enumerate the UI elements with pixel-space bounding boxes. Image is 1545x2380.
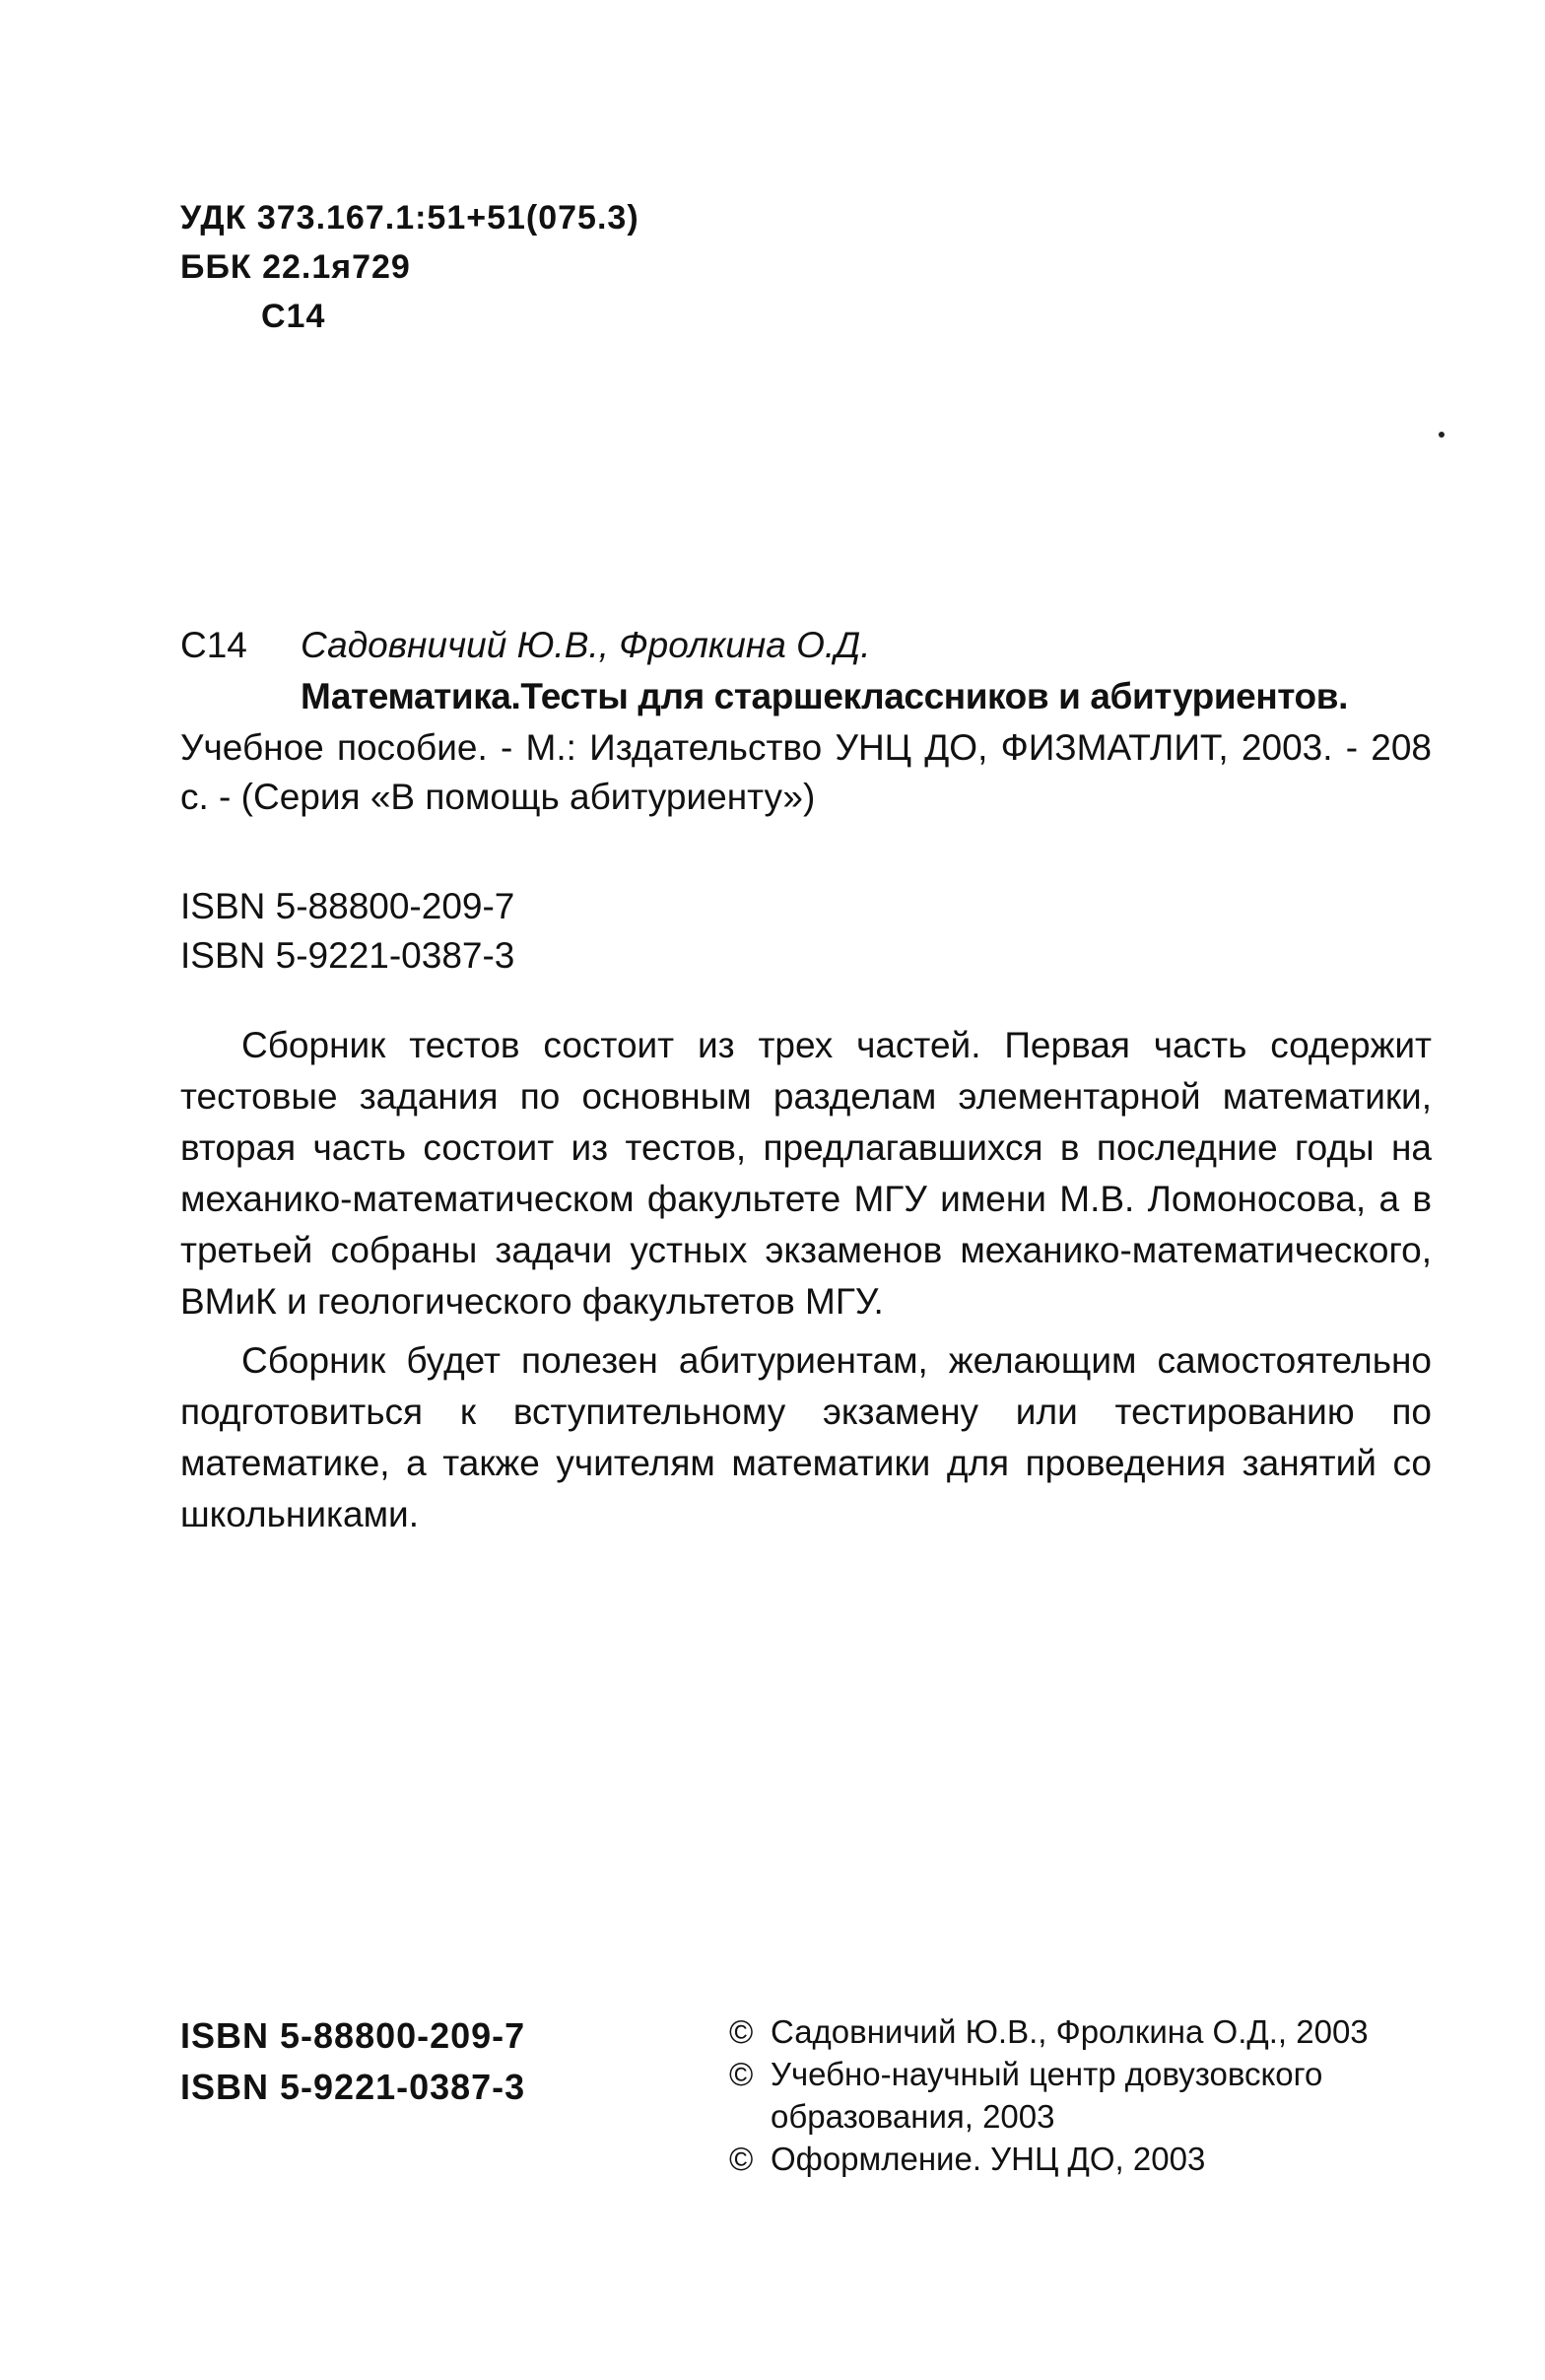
isbn-line: ISBN 5-9221-0387-3: [180, 935, 515, 976]
scan-speck: [1439, 432, 1444, 438]
copyright-icon: ©: [729, 2013, 754, 2050]
isbn-footer-line: ISBN 5-9221-0387-3: [180, 2067, 526, 2107]
author-mark: С14: [261, 298, 326, 335]
isbn-footer: [180, 2010, 525, 2113]
copyright-line: [729, 2010, 1439, 2053]
copyright-text: Садовничий Ю.В., Фролкина О.Д., 2003: [771, 2013, 1369, 2050]
copyright-line: [729, 2138, 1439, 2180]
record-code: С14: [180, 625, 247, 665]
abstract-paragraph: Сборник будет полезен абитуриентам, желающим самостоятельно подготовиться к вступительному экзамену или тестированию по математике, а также учителям математики для проведения занятий со школьниками.: [180, 1340, 1432, 1534]
record-authors: Садовничий Ю.В., Фролкина О.Д.: [301, 625, 871, 665]
isbn-line: ISBN 5-88800-209-7: [180, 886, 515, 926]
copyright-text: Учебно-научный центр довузовского образования, 2003: [771, 2056, 1323, 2135]
isbn-footer-line: ISBN 5-88800-209-7: [180, 2015, 526, 2056]
record-title: Математика.Тесты для старшеклассников и абитуриентов.: [301, 676, 1348, 716]
udk-code: УДК 373.167.1:51+51(075.3): [180, 199, 639, 237]
copyright-block: [729, 2010, 1439, 2180]
copyright-icon: ©: [729, 2141, 754, 2177]
isbn-list: [180, 882, 514, 981]
copyright-icon: ©: [729, 2056, 754, 2092]
record-details: Учебное пособие. - М.: Издательство УНЦ ДО, ФИЗМАТЛИТ, 2003. - 208 с. - (Серия «В помощь абитуриенту»): [180, 727, 1432, 817]
copyright-text: Оформление. УНЦ ДО, 2003: [771, 2141, 1206, 2177]
abstract-paragraph: Сборник тестов состоит из трех частей. Первая часть содержит тестовые задания по основным разделам элементарной математики, вторая часть состоит из тестов, предлагавшихся в последние годы на механико-математическом факультете МГУ имени М.В. Ломоносова, а в третьей собраны задачи устных экзаменов механико-математического, ВМиК и геологического факультетов МГУ.: [180, 1025, 1432, 1322]
classification-block: [180, 193, 639, 341]
abstract: [180, 1020, 1432, 1540]
bbk-code: ББК 22.1я729: [180, 248, 411, 286]
copyright-line: [729, 2053, 1439, 2138]
